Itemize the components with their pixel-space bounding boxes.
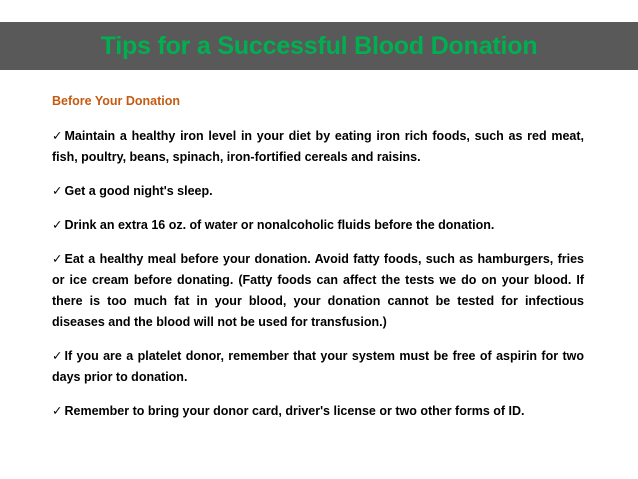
- slide-title: Tips for a Successful Blood Donation: [100, 31, 538, 60]
- tip-text: Get a good night's sleep.: [64, 184, 213, 198]
- section-heading: Before Your Donation: [52, 94, 181, 108]
- checkmark-icon: ✓: [52, 252, 63, 266]
- tip-text: Eat a healthy meal before your donation. Avoid fatty foods, such as hamburgers, fries or ice cream before donating. (Fatty foods can affect the tests we do on your blood. If there is too much fat in your blood, your donation cannot be tested for infectious diseases and the blood will not be used for transfusion.): [52, 252, 584, 329]
- checkmark-icon: ✓: [52, 184, 63, 198]
- checkmark-icon: ✓: [52, 218, 63, 232]
- checkmark-icon: ✓: [52, 129, 63, 143]
- checkmark-icon: ✓: [52, 349, 63, 363]
- tip-item: [52, 181, 584, 202]
- tip-item: [52, 126, 584, 168]
- checkmark-icon: ✓: [52, 404, 63, 418]
- tip-item: [52, 401, 584, 422]
- tip-text: Remember to bring your donor card, driver's license or two other forms of ID.: [64, 404, 525, 418]
- tip-item: [52, 249, 584, 333]
- tip-text: If you are a platelet donor, remember that your system must be free of aspirin for two days prior to donation.: [52, 349, 584, 384]
- tip-text: Drink an extra 16 oz. of water or nonalcoholic fluids before the donation.: [64, 218, 495, 232]
- tip-item: [52, 346, 584, 388]
- title-bar: [0, 22, 638, 70]
- tip-text: Maintain a healthy iron level in your diet by eating iron rich foods, such as red meat, fish, poultry, beans, spinach, iron-fortified cereals and raisins.: [52, 129, 584, 164]
- content-area: [52, 92, 584, 435]
- tip-item: [52, 215, 584, 236]
